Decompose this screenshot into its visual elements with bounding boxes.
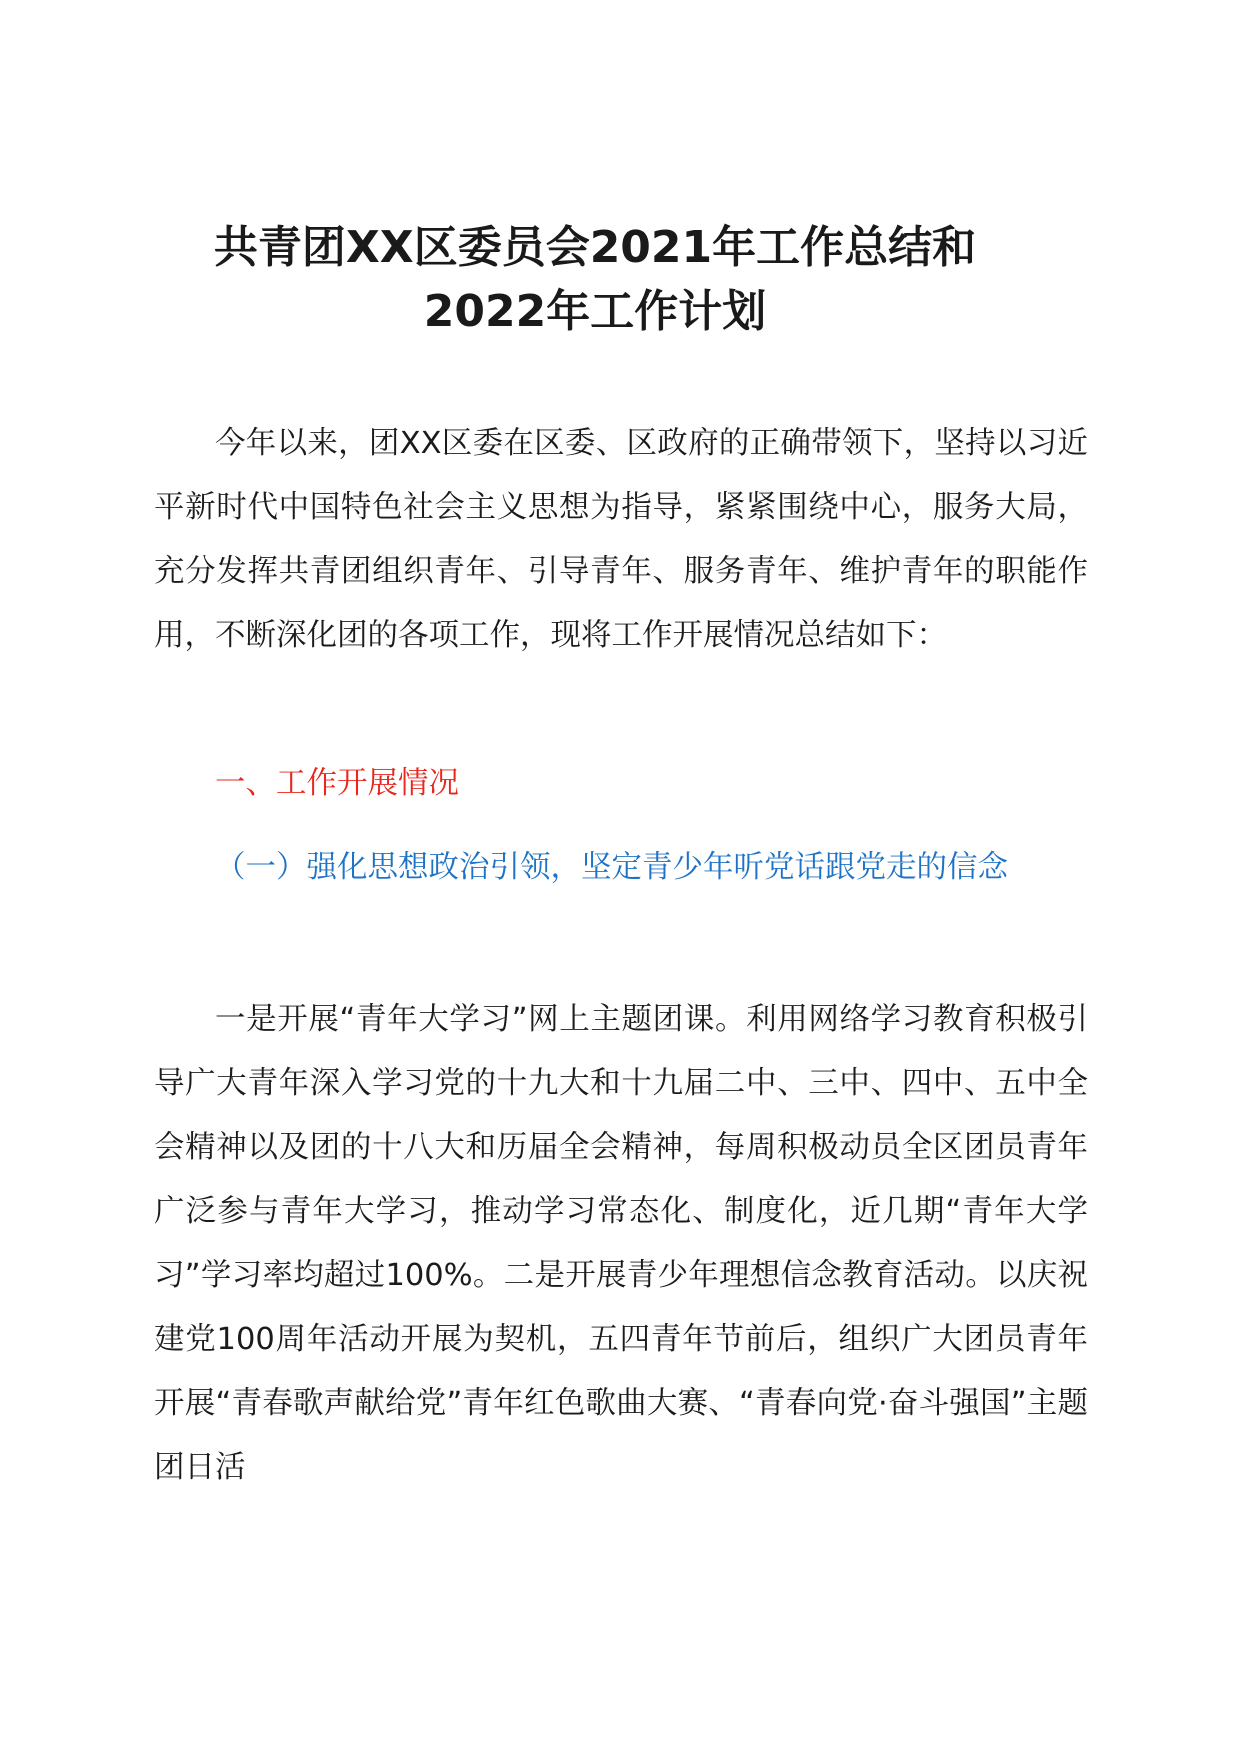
body-paragraph: 一是开展“青年大学习”网上主题团课。利用网络学习教育积极引导广大青年深入学习党的十九大和十九届二中、三中、四中、五中全会精神以及团的十八大和历届全会精神，每周积极动员全区团员青年广泛参与青年大学习，推动学习常态化、制度化，近几期“青年大学习”学习率均超过100%。二是开展青少年理想信念教育活动。以庆祝建党100周年活动开展为契机，五四青年节前后，组织广大团员青年开展“青春歌声献给党”青年红色歌曲大赛、“青春向党·奋斗强国”主题团日活 bbox=[154, 1002, 1088, 1485]
subsection-heading: （一）强化思想政治引领，坚定青少年听党话跟党走的信念 bbox=[215, 850, 1008, 885]
document-title bbox=[150, 216, 1040, 344]
intro-paragraph: 今年以来，团XX区委在区委、区政府的正确带领下，坚持以习近平新时代中国特色社会主义思想为指导，紧紧围绕中心，服务大局，充分发挥共青团组织青年、引导青年、服务青年、维护青年的职能作用，不断深化团的各项工作，现将工作开展情况总结如下： bbox=[154, 426, 1088, 653]
title-line-1: 共青团XX区委员会2021年工作总结和 bbox=[213, 222, 977, 273]
title-line-2: 2022年工作计划 bbox=[423, 286, 767, 337]
section-heading: 一、工作开展情况 bbox=[215, 766, 459, 801]
